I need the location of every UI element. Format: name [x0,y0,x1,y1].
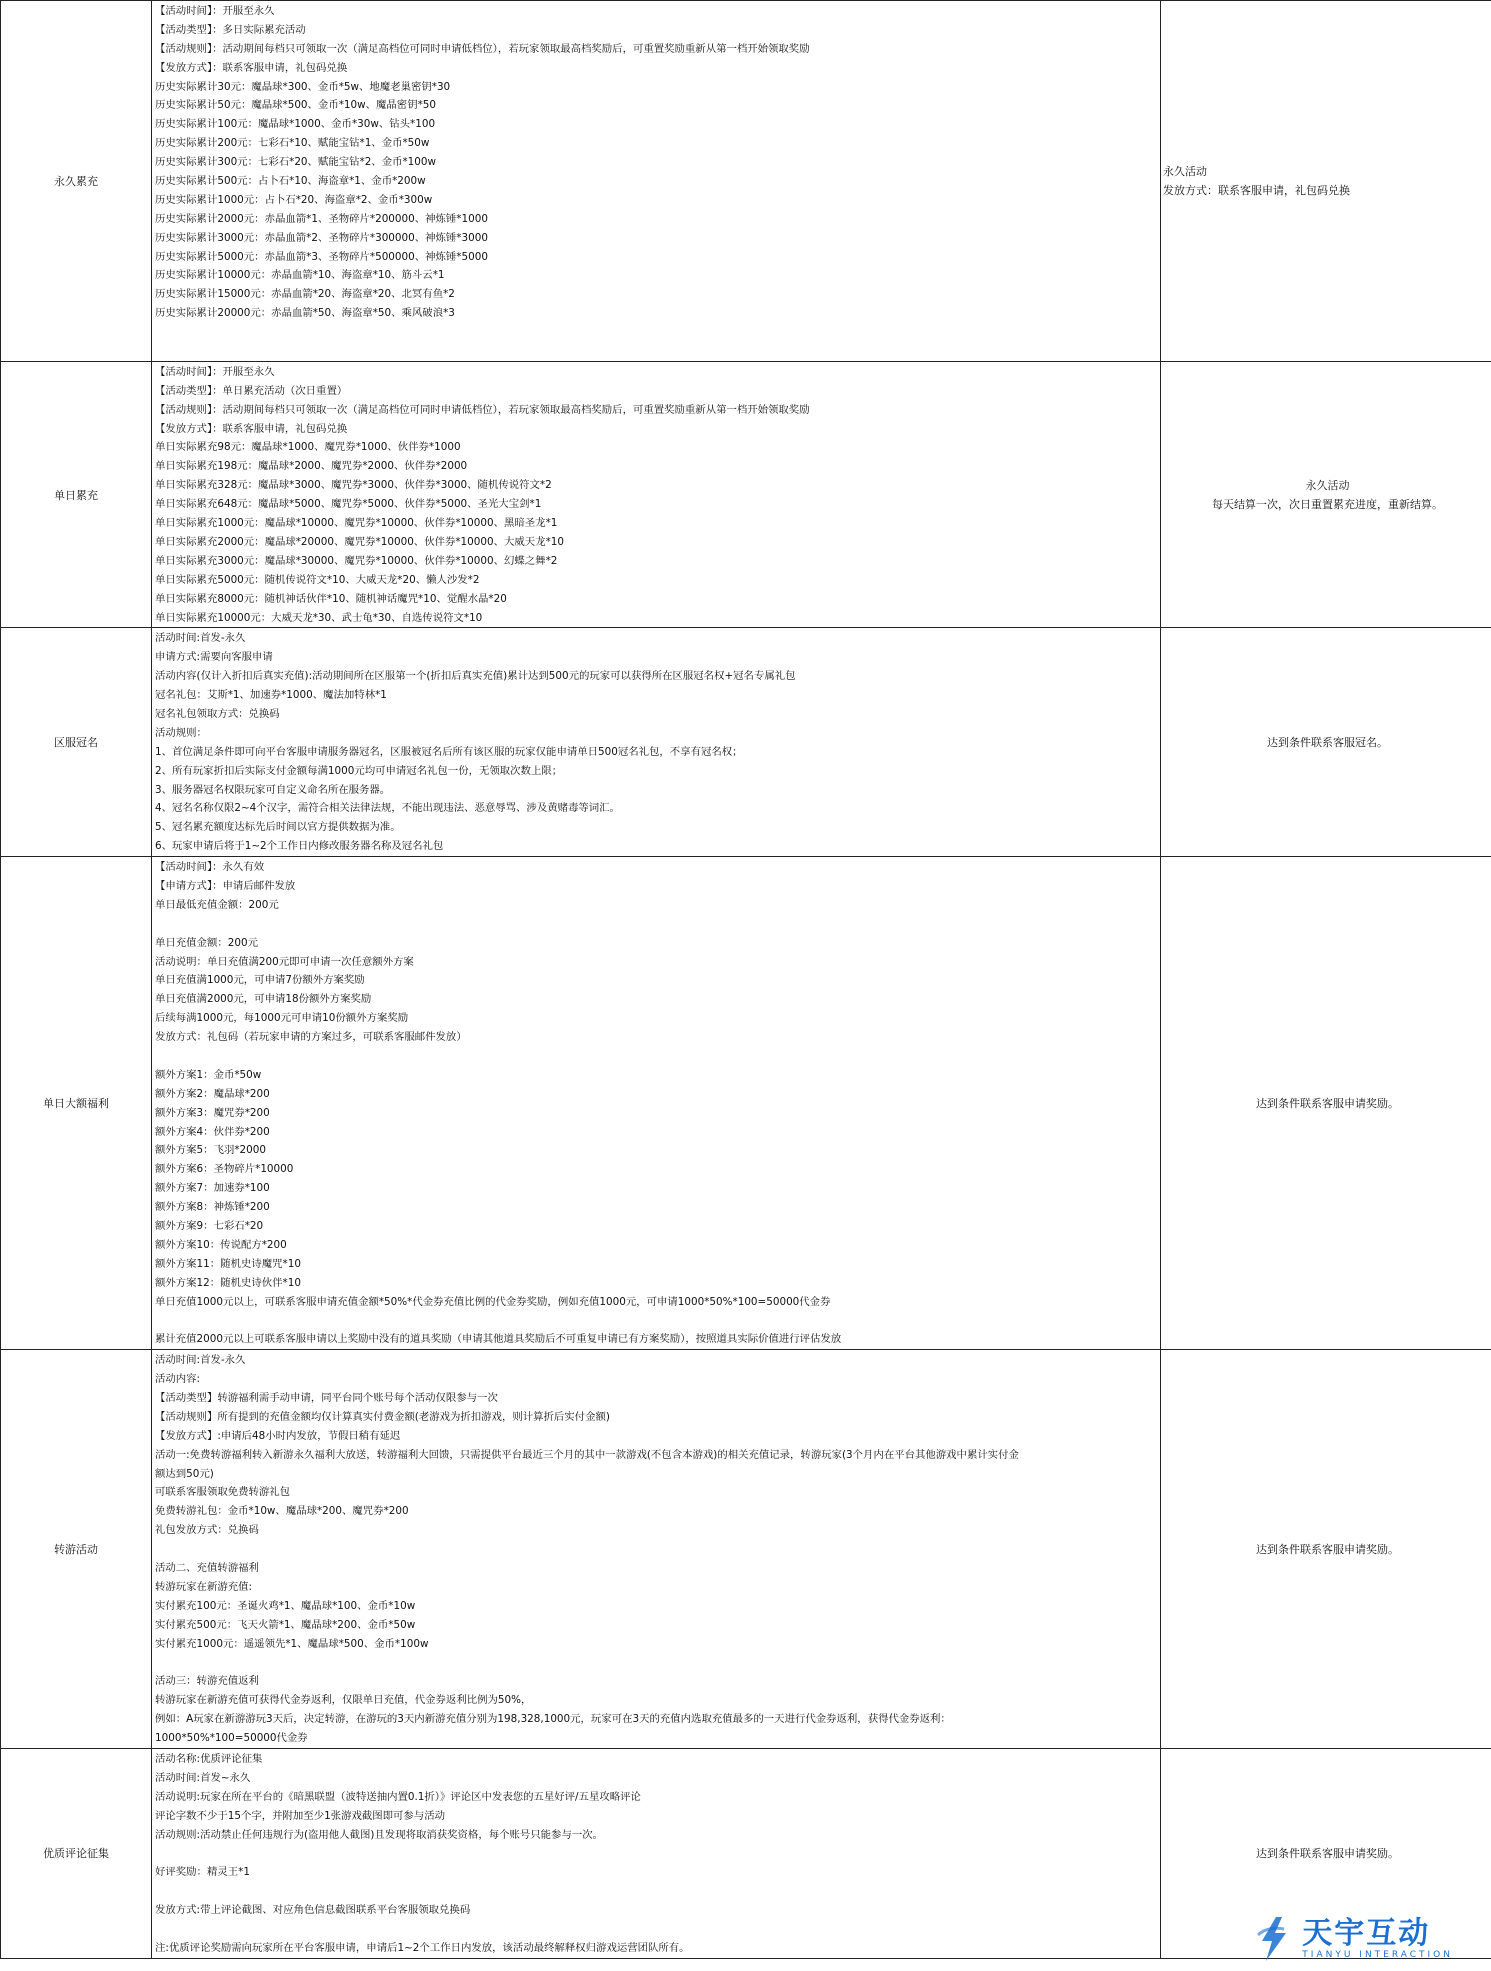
activity-details [152,1350,1161,1749]
detail-line: 1、首位满足条件即可向平台客服申请服务器冠名，区服被冠名后所有该区服的玩家仅能申请单日500冠名礼包，不享有冠名权； [155,745,743,758]
detail-line: 额外方案6：圣物碎片*10000 [155,1163,294,1176]
detail-line [155,1844,1160,1863]
detail-line: 累计充值2000元以上可联系客服申请以上奖励中没有的道具奖励（申请其他道具奖励后不可重复申请已有方案奖励），按照道具实际价值进行评估发放 [155,1333,842,1346]
detail-line [155,1882,1160,1901]
note-line: 达到条件联系客服冠名。 [1267,735,1388,749]
detail-line: 【活动规则】所有提到的充值金额均仅计算真实付费金额(老游戏为折扣游戏，则计算折后实付金额) [155,1410,610,1423]
detail-line [155,1920,1160,1939]
detail-line: 【发放方式】：联系客服申请，礼包码兑换 [155,61,348,74]
detail-line: 单日实际累充2000元：魔晶球*20000、魔咒券*10000、伙伴券*10000、大威天龙*10 [155,535,564,548]
detail-line: 历史实际累计50元：魔晶球*500、金币*10w、魔晶密钥*50 [155,99,437,112]
detail-line: 额外方案12：随机史诗伙伴*10 [155,1276,301,1289]
detail-line: 【发放方式】:申请后48小时内发放，节假日稍有延迟 [155,1429,401,1442]
activity-note [1161,1350,1491,1749]
detail-line: 注:优质评论奖励需向玩家所在平台客服申请，申请后1~2个工作日内发放，该活动最终解释权归游戏运营团队所有。 [155,1941,690,1954]
detail-line: 活动三：转游充值返利 [155,1675,259,1688]
activity-name: 单日累充 [1,361,152,627]
watermark-title: 天宇互动 [1302,1916,1431,1951]
detail-line: 历史实际累计10000元：赤晶血箭*10、海盗章*10、筋斗云*1 [155,269,445,282]
note-line: 发放方式：联系客服申请，礼包码兑换 [1163,183,1350,197]
detail-line: 单日实际累充10000元：大威天龙*30、武士龟*30、自选传说符文*10 [155,611,483,624]
detail-line: 活动时间:首发~永久 [155,1771,251,1784]
detail-line: 额达到50元) [155,1467,214,1480]
detail-line: 单日实际累充198元：魔晶球*2000、魔咒券*2000、伙伴券*2000 [155,460,468,473]
detail-line: 3、服务器冠名权限玩家可自定义命名所在服务器。 [155,783,391,796]
detail-line [155,342,1160,361]
watermark-subtitle: TIANYU INTERACTION [1302,1950,1453,1960]
detail-line: 单日充值金额：200元 [155,936,258,949]
detail-line [155,1047,1160,1066]
detail-line: 发放方式：礼包码（若玩家申请的方案过多，可联系客服邮件发放） [155,1031,467,1044]
table-row [1,1,1491,362]
detail-line: 1000*50%*100=50000代金券 [155,1732,308,1745]
detail-line: 单日实际累充98元：魔晶球*1000、魔咒券*1000、伙伴券*1000 [155,441,461,454]
detail-line: 历史实际累计3000元：赤晶血箭*2、圣物碎片*300000、神炼锤*3000 [155,231,488,244]
detail-line: 活动说明:玩家在所在平台的《暗黑联盟（波特送抽内置0.1折）》评论区中发表您的五星好评/五星攻略评论 [155,1790,641,1803]
activity-details [152,1748,1161,1958]
detail-line: 【活动规则】：活动期间每档只可领取一次（满足高档位可同时申请低档位），若玩家领取最高档奖励后，可重置奖励重新从第一档开始领取奖励 [155,42,810,55]
detail-line: 转游玩家在新游充值可获得代金券返利，仅限单日充值，代金券返利比例为50%， [155,1694,532,1707]
detail-line: 额外方案4：伙伴券*200 [155,1125,270,1138]
detail-line [155,323,1160,342]
activity-details [152,361,1161,627]
detail-line: 单日实际累充648元：魔晶球*5000、魔咒券*5000、伙伴券*5000、圣光大宝剑*1 [155,498,542,511]
detail-line: 【发放方式】：联系客服申请，礼包码兑换 [155,422,348,435]
detail-line: 申请方式:需要向客服申请 [155,651,273,664]
detail-line: 【活动类型】：多日实际累充活动 [155,23,306,36]
detail-line: 额外方案10：传说配方*200 [155,1238,287,1251]
activity-note [1161,628,1491,857]
detail-line: 实付累充500元：飞天火箭*1、魔晶球*200、金币*50w [155,1618,416,1631]
detail-line: 额外方案8：神炼锤*200 [155,1201,270,1214]
detail-line [155,1540,1160,1559]
detail-line: 额外方案5：飞羽*2000 [155,1144,266,1157]
detail-line: 历史实际累计200元：七彩石*10、赋能宝钻*1、金币*50w [155,137,430,150]
detail-line: 额外方案1：金币*50w [155,1068,262,1081]
detail-line: 4、冠名名称仅限2~4个汉字，需符合相关法律法规，不能出现违法、恶意辱骂、涉及黄赌毒等词汇。 [155,802,620,815]
detail-line: 活动规则:活动禁止任何违规行为(盗用他人截图)且发现将取消获奖资格，每个账号只能参与一次。 [155,1828,604,1841]
detail-line: 额外方案7：加速券*100 [155,1182,270,1195]
table-row [1,361,1491,627]
detail-line: 历史实际累计500元：占卜石*10、海盗章*1、金币*200w [155,175,426,188]
activity-name: 区服冠名 [1,628,152,857]
detail-line: 实付累充100元：圣诞火鸡*1、魔晶球*100、金币*10w [155,1599,416,1612]
watermark [1254,1915,1453,1963]
detail-line: 评论字数不少于15个字，并附加至少1张游戏截图即可参与活动 [155,1809,445,1822]
note-line: 永久活动 [1163,164,1207,178]
detail-line: 历史实际累计30元：魔晶球*300、金币*5w、地魔老巢密钥*30 [155,80,451,93]
note-line: 永久活动 [1305,478,1350,492]
detail-line: 历史实际累计300元：七彩石*20、赋能宝钻*2、金币*100w [155,156,437,169]
detail-line: 历史实际累计15000元：赤晶血箭*20、海盗章*20、北冥有鱼*2 [155,288,455,301]
detail-line: 【申请方式】：申请后邮件发放 [155,879,296,892]
detail-line: 单日实际累充8000元：随机神话伙伴*10、随机神话魔咒*10、觉醒水晶*20 [155,592,507,605]
activity-details [152,857,1161,1350]
activity-note [1161,857,1491,1350]
detail-line: 历史实际累计2000元：赤晶血箭*1、圣物碎片*200000、神炼锤*1000 [155,212,488,225]
detail-line: 历史实际累计5000元：赤晶血箭*3、圣物碎片*500000、神炼锤*5000 [155,250,488,263]
detail-line: 转游玩家在新游充值: [155,1580,253,1593]
note-line: 达到条件联系客服申请奖励。 [1256,1846,1399,1860]
activity-name: 单日大额福利 [1,857,152,1350]
detail-line [155,1653,1160,1672]
detail-line: 【活动时间】：开服至永久 [155,365,275,378]
detail-line: 免费转游礼包：金币*10w、魔晶球*200、魔咒券*200 [155,1505,409,1518]
detail-line: 活动时间:首发-永久 [155,1354,246,1367]
detail-line: 单日实际累充3000元：魔晶球*30000、魔咒券*10000、伙伴券*10000、幻蝶之舞*2 [155,554,558,567]
detail-line [155,915,1160,934]
table-row [1,628,1491,857]
activity-note [1161,361,1491,627]
detail-line: 6、玩家申请后将于1~2个工作日内修改服务器名称及冠名礼包 [155,840,444,853]
detail-line: 【活动类型】转游福利需手动申请，同平台同个账号每个活动仅限参与一次 [155,1392,498,1405]
detail-line: 冠名礼包领取方式：兑换码 [155,707,280,720]
detail-line: 【活动时间】：永久有效 [155,861,265,874]
detail-line: 活动名称:优质评论征集 [155,1752,263,1765]
tianyu-logo-icon [1254,1915,1294,1963]
activity-note [1161,1,1491,362]
detail-line [155,1311,1160,1330]
note-line: 每天结算一次，次日重置累充进度，重新结算。 [1212,497,1443,511]
detail-line: 单日充值1000元以上，可联系客服申请充值金额*50%*代金券充值比例的代金券奖励，例如充值1000元，可申请1000*50%*100=50000代金券 [155,1295,831,1308]
detail-line: 活动一:免费转游福利转入新游永久福利大放送，转游福利大回馈，只需提供平台最近三个月的其中一款游戏(不包含本游戏)的相关充值记录，转游玩家(3个月内在平台其他游戏中累计实付金 [155,1448,1019,1461]
table-row [1,1350,1491,1749]
detail-line: 额外方案9：七彩石*20 [155,1220,264,1232]
detail-line: 活动时间:首发-永久 [155,632,246,645]
detail-line: 活动说明：单日充值满200元即可申请一次任意额外方案 [155,955,414,968]
detail-line: 【活动类型】：单日累充活动（次日重置） [155,384,348,397]
detail-line: 单日实际累充328元：魔晶球*3000、魔咒券*3000、伙伴券*3000、随机传说符文*2 [155,479,552,492]
detail-line: 单日充值满2000元，可申请18份额外方案奖励 [155,993,372,1006]
detail-line: 额外方案11：随机史诗魔咒*10 [155,1257,301,1270]
detail-line: 【活动规则】：活动期间每档只可领取一次（满足高档位可同时申请低档位），若玩家领取最高档奖励后，可重置奖励重新从第一档开始领取奖励 [155,403,810,416]
activity-name: 永久累充 [1,1,152,362]
detail-line: 好评奖励：精灵王*1 [155,1866,250,1879]
detail-line: 单日实际累充1000元：魔晶球*10000、魔咒券*10000、伙伴券*10000、黑暗圣龙*1 [155,517,558,530]
detail-line: 额外方案2：魔晶球*200 [155,1087,270,1100]
detail-line: 单日实际累充5000元：随机传说符文*10、大威天龙*20、懒人沙发*2 [155,573,480,586]
detail-line: 历史实际累计1000元：占卜石*20、海盗章*2、金币*300w [155,193,433,206]
detail-line: 历史实际累计100元：魔晶球*1000、金币*30w、钻头*100 [155,118,436,131]
detail-line: 历史实际累计20000元：赤晶血箭*50、海盗章*50、乘风破浪*3 [155,307,455,320]
detail-line: 发放方式:带上评论截图、对应角色信息截图联系平台客服领取兑换码 [155,1904,471,1917]
detail-line: 2、所有玩家折扣后实际支付金额每满1000元均可申请冠名礼包一份，无领取次数上限； [155,764,563,777]
activity-name: 转游活动 [1,1350,152,1749]
detail-line: 礼包发放方式：兑换码 [155,1524,259,1537]
detail-line: 活动规则： [155,726,207,739]
detail-line: 例如：A玩家在新游游玩3天后，决定转游，在游玩的3天内新游充值分别为198,328,1000元，玩家可在3天的充值内选取充值最多的一天进行代金券返利，获得代金券返利： [155,1713,951,1726]
detail-line: 活动二、充值转游福利 [155,1562,259,1575]
detail-line: 后续每满1000元，每1000元可申请10份额外方案奖励 [155,1012,409,1025]
detail-line: 可联系客服领取免费转游礼包 [155,1486,291,1499]
detail-line: 单日充值满1000元，可申请7份额外方案奖励 [155,974,365,987]
detail-line: 活动内容(仅计入折扣后真实充值):活动期间所在区服第一个(折扣后真实充值)累计达到500元的玩家可以获得所在区服冠名权+冠名专属礼包 [155,670,796,683]
detail-line: 冠名礼包：艾斯*1、加速券*1000、魔法加特林*1 [155,689,387,702]
note-line: 达到条件联系客服申请奖励。 [1256,1096,1399,1110]
detail-line: 单日最低充值金额：200元 [155,898,279,911]
detail-line: 【活动时间】：开服至永久 [155,5,275,17]
detail-line: 5、冠名累充额度达标先后时间以官方提供数据为准。 [155,821,401,834]
activity-name: 优质评论征集 [1,1748,152,1958]
activity-details [152,1,1161,362]
note-line: 达到条件联系客服申请奖励。 [1256,1542,1399,1556]
table-row [1,857,1491,1350]
detail-line: 额外方案3：魔咒券*200 [155,1106,270,1119]
detail-line: 活动内容: [155,1373,201,1386]
activity-details [152,628,1161,857]
detail-line: 实付累充1000元：遥遥领先*1、魔晶球*500、金币*100w [155,1637,429,1650]
